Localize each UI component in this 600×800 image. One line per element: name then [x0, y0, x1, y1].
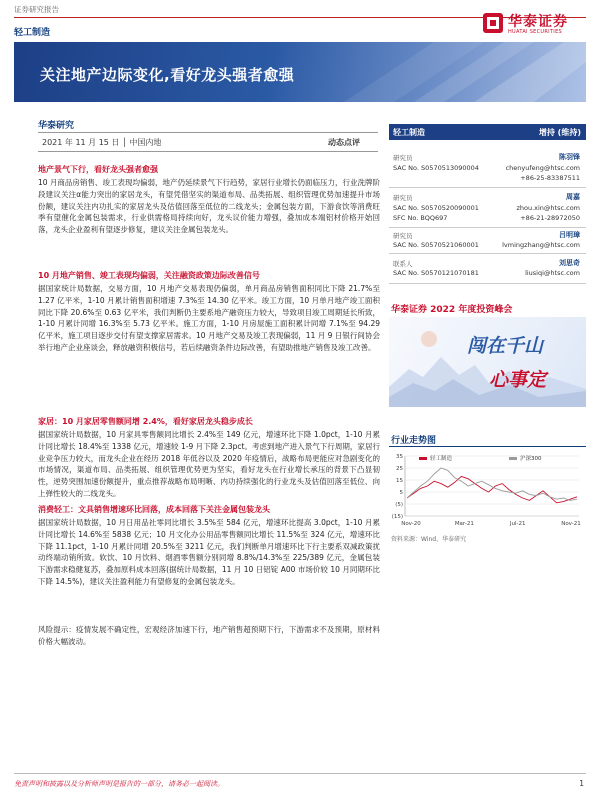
page-number: 1 [579, 779, 584, 788]
section-3 [38, 416, 380, 500]
y-tick-label: 25 [396, 466, 403, 472]
footer-rule [14, 773, 586, 774]
research-type: 华泰研究 [38, 121, 75, 131]
analyst-sac: SAC No. S0570513090004 [393, 164, 479, 172]
analyst-phone: +86-25-83387511 [520, 174, 580, 182]
section-4 [38, 504, 380, 588]
legend-label: 轻工制造 [430, 456, 453, 462]
conference-slogan-1: 闯在千山 [467, 335, 544, 357]
risk-section [38, 624, 380, 648]
analyst-phone: +86-21-28972050 [520, 214, 580, 222]
analyst-role: 研究员 [393, 194, 413, 202]
report-category: 动态点评 [328, 138, 360, 147]
logo-text-cn: 华泰证券 [508, 14, 568, 30]
analyst-name: 刘思奇 [559, 259, 580, 267]
meta-top-rule [38, 132, 378, 133]
section-title: 消费轻工：文具销售增速环比回落，成本回落下关注金属包装龙头 [38, 505, 270, 514]
section-title: 家居：10 月家居零售额同增 2.4%，看好家居龙头稳步成长 [38, 417, 253, 426]
section-body: 据国家统计局数据，10 月日用品社零同比增长 3.5%至 584 亿元，增速环比提高 3.0pct，1-10 月累计同比增长 14.6%至 5838 亿元；10 月文化办公用品零售额同比增长 11.5%至 324 亿元，增速环比下降 11.1pct，1-10 月累计同增 20.5%至 3211 亿元，我们判断单月增速环比下行主要系双减政策扰动终端动销所致。软饮、10 月饮料、烟酒零售额分别同增 8.8%/14.3%至 225/389 亿元，金属包装下游需求稳健复苏，叠加原料成本回落(据统计局数据，11 月 10 日铝锭 A00 市场价较 10 月同期环比下降 14.5%)，建议关注盈利能力有望修复的金属包装龙头。 [38, 518, 380, 586]
analyst-role: 研究员 [393, 154, 413, 162]
industry-trend-chart [389, 452, 586, 532]
company-logo [482, 9, 588, 39]
analyst-divider [389, 187, 586, 188]
analyst-email[interactable]: lvmingzhang@htsc.com [502, 241, 580, 249]
analyst-card [389, 229, 586, 255]
chart-title-rule [389, 446, 586, 447]
section-title: 地产景气下行，看好龙头强者愈强 [38, 165, 158, 174]
y-tick-label: 35 [396, 454, 403, 460]
logo-text-en: HUATAI SECURITIES [508, 29, 562, 35]
x-tick-label: Jul-21 [509, 521, 526, 527]
legend-swatch [509, 457, 517, 460]
report-date: 2021 年 11 月 15 日 │ 中国内地 [42, 138, 162, 147]
title-banner [14, 42, 586, 102]
analyst-divider [389, 253, 586, 254]
section-body: 据国家统计局数据，10 月家具零售额同比增长 2.4%至 149 亿元，增速环比下降 1.0pct，1-10 月累计同比增长 18.4%至 1338 亿元，增速较 1-9 月下降 2.3pct。考虑到地产进入景气下行周期，家居行业竞争压力较大，而龙头企业在经历 2018 年低谷以及 2020 年疫情后，战略布局更能应对急剧变化的市场情况，渠道布局、品类拓展、组织管理优势更为坚实，看好龙头在行业增长承压的背景下凸显韧性，逆势突围加速份额提升，重点推荐战略布局明晰、内功持续强化的行业龙头及估值回落至低位、向上弹性较大的二线龙头。 [38, 430, 380, 498]
section-body: 10 月商品房销售、竣工表现均偏弱，地产仍延续景气下行趋势，家居行业增长仍面临压力，行业洗牌阶段建议关注α能力突出的家居龙头，有望凭借坚实的渠道布局、品类拓展、组织管理优势加速提升市场份额，建议关注内功扎实的家居龙头及估值回落至低位的二线龙头；金属包装方面，下游食饮等消费旺季有望催化金属包装需求，行业供需格局持续向好，龙头议价能力增强，叠加成本端铝材价格开始回落，龙头企业盈利有望逐步修复，建议关注金属包装龙头。 [38, 178, 380, 235]
section-title: 10 月地产销售、竣工表现均偏弱，关注融资政策边际改善信号 [38, 271, 260, 280]
analyst-sac: SAC No. S0570521060001 [393, 241, 479, 249]
risk-warning: 风险提示：疫情发展不确定性，宏观经济加速下行，地产销售超预期下行，下游需求不及预期，原材料价格大幅波动。 [38, 625, 380, 646]
chart-svg [389, 452, 586, 532]
analyst-card [389, 150, 586, 186]
y-tick-label: 15 [396, 478, 403, 484]
chart-source: 资料来源：Wind，华泰研究 [391, 536, 467, 543]
report-type-label: 证券研究报告 [14, 5, 59, 14]
analyst-name: 吕明璋 [559, 231, 580, 239]
report-title: 关注地产边际变化,看好龙头强者愈强 [40, 66, 295, 84]
analyst-name: 陈羽锋 [559, 153, 580, 161]
analyst-divider [389, 283, 586, 284]
x-tick-label: Mar-21 [454, 521, 474, 527]
analyst-card [389, 257, 586, 283]
conference-banner[interactable] [389, 317, 586, 407]
x-tick-label: Nov-21 [561, 521, 581, 527]
y-tick-label: 5 [399, 490, 403, 496]
analyst-email[interactable]: zhou.xin@htsc.com [516, 204, 580, 212]
analyst-role: 研究员 [393, 232, 413, 240]
sector-label: 轻工制造 [14, 28, 51, 38]
huatai-logo-icon [482, 12, 504, 34]
series-line-1 [407, 476, 577, 502]
conference-title: 华泰证券 2022 年度投资峰会 [391, 305, 513, 315]
conference-slogan-2: 心事定 [489, 369, 547, 391]
section-body: 据国家统计局数据，交易方面，10 月地产交易表现仍偏弱，单月商品房销售面积同比下降 21.7%至 1.27 亿平米，1-10 月累计销售面积增速 7.3%至 14.30 亿平米。竣工方面，10 月单月地产竣工面积同比下降 20.6%至 0.63 亿平米，我们判断仍主要系地产融资压力较大，导致项目竣工周期延长所致，1-10 月累计同增 16.3%至 5.73 亿平米。施工方面，1-10 月房屋施工面积累计同增 7.1%至 94.29 亿平米，施工项目逐步交付有望支撑家居需求。10 月地产交易及竣工表现偏弱，11 月 9 日银行间协会举行地产企业座谈会，释放融资积极信号，若后续融资条件边际改善，有望助推地产销售及竣工改善。 [38, 284, 380, 352]
disclaimer-text: 免责声明和披露以及分析师声明是报告的一部分，请务必一起阅读。 [14, 780, 224, 788]
legend-swatch [419, 457, 427, 460]
rating-value: 增持 (维持) [538, 128, 581, 137]
analyst-sac: SAC No. S0570520090001 [393, 204, 479, 212]
x-tick-label: Nov-20 [401, 521, 421, 527]
rating-sector: 轻工制造 [393, 128, 425, 137]
y-tick-label: (15) [391, 514, 403, 520]
analyst-divider [389, 227, 586, 228]
analyst-sfc: SFC No. BQQ697 [393, 214, 448, 222]
analyst-sac: SAC No. S0570121070181 [393, 269, 479, 277]
y-tick-label: (5) [395, 502, 403, 508]
chart-title: 行业走势图 [391, 436, 437, 446]
analyst-email[interactable]: liusiqi@htsc.com [525, 269, 580, 277]
series-line-2 [407, 468, 577, 500]
rating-bar [389, 124, 586, 140]
meta-bottom-rule [38, 151, 378, 152]
section-1 [38, 164, 380, 236]
legend-label: 沪深300 [520, 456, 542, 462]
analyst-name: 周嘉 [566, 193, 580, 201]
section-2 [38, 270, 380, 354]
analyst-email[interactable]: chenyufeng@htsc.com [505, 164, 580, 172]
analyst-role: 联系人 [393, 260, 413, 268]
